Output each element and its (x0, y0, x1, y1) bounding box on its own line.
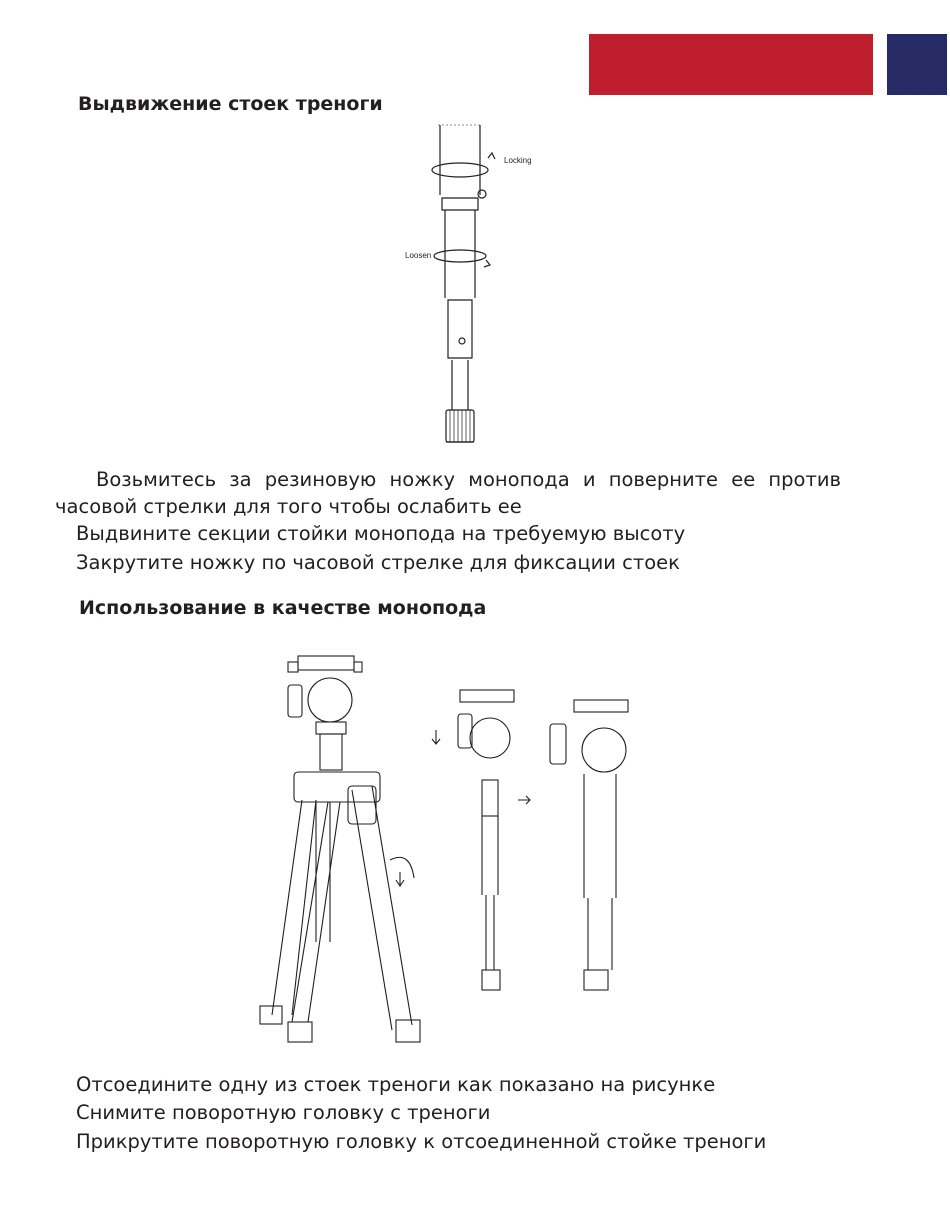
step-remove-head: Снимите поворотную головку с треноги (76, 1101, 491, 1124)
leg-extension-figure (400, 120, 550, 455)
step-attach-head: Прикрутите поворотную головку к отсоединенной стойке треноги (76, 1130, 767, 1153)
header-red-bar (589, 34, 873, 95)
instruction-paragraph: Возьмитесь за резиновую ножку монопода и поверните ее против часовой стрелки для того чтобы ослабить ее (55, 468, 841, 518)
step-detach-leg: Отсоедините одну из стоек треноги как показано на рисунке (76, 1073, 716, 1096)
monopod-conversion-figure (250, 650, 630, 1055)
label-loosen: Loosen (405, 251, 432, 260)
section-title-monopod-use: Использование в качестве монопода (79, 597, 487, 619)
label-locking: Locking (504, 156, 532, 165)
step-extend-sections: Выдвините секции стойки монопода на требуемую высоту (76, 522, 686, 545)
header-blue-bar (887, 34, 947, 95)
section-title-leg-extension: Выдвижение стоек треноги (78, 93, 383, 115)
step-tighten-foot: Закрутите ножку по часовой стрелке для фиксации стоек (76, 551, 680, 574)
